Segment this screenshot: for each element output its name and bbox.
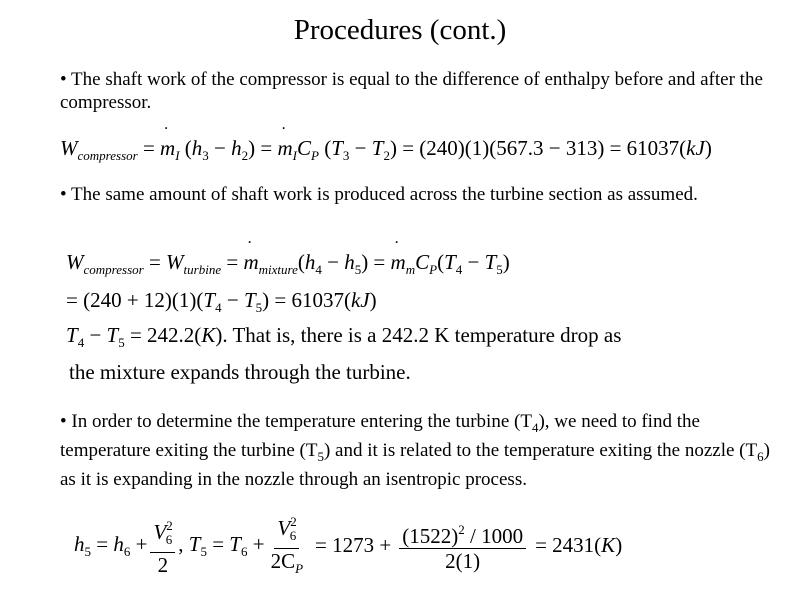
eq3-h6: h [113,531,124,556]
eq1-t2-sub: 2 [383,148,390,163]
eq1-t3-sub: 3 [342,148,350,163]
bullet-compressor-work: • The shaft work of the compressor is equal to the difference of enthalpy before and after the compressor. [60,69,763,113]
eq1-w-sub: compressor [77,148,138,163]
equation-nozzle-enthalpy: $h_5 = h_6$ + $\frac{V^2_6}{2}$ , $T_5 = T_6$ + $\frac{V^2_6}{2C_P}$ = 1273 + $\frac{(1522)^2 / 1000}{2(1)}$ = 2431(K) [74,511,622,580]
eq1-numeric: = (240)(1)(567.3 − 313) = 61037( [402,136,687,160]
eq2-h5-sub: 5 [354,262,362,277]
eq2-line2-end: ) = 61037( [262,288,351,312]
eq3-num3-rest: / 1000 [464,524,524,548]
slide-title: Procedures (cont.) [293,14,507,46]
eq3-t5-sub: 5 [200,543,207,559]
bullet3-sub3: 6 [757,449,764,464]
eq1-t3: T [331,136,343,160]
eq1-w: W [60,136,78,160]
eq3-v6: V [153,520,167,544]
eq2-line3-val: = 242.2( [129,323,202,347]
eq3-h5: h [74,531,85,556]
bullet3-sub2: 5 [317,449,324,464]
eq1-close: ) [704,136,712,160]
eq2-mm-sub: m [405,262,416,277]
eq3-den1: 2 [157,553,169,577]
eq2-t4-sub: 4 [455,262,463,277]
eq3-den2: 2C [270,549,296,573]
equation-turbine-work-line1: $W_{compressor} = W_{turbine}$ = ˙ $m_{mixture}(h_4 - h_5)$ = ˙ $m_mC_P(T_4 - T_5)$ [66,250,510,278]
temperature-drop-continuation: the mixture expands through the turbine. [69,360,411,384]
eq1-t2: T [371,136,384,160]
eq1-h3-sub: 3 [202,148,209,163]
eq2-h4-sub: 4 [315,262,322,277]
bullet3-part2: ), we need to find the temperature exiting the turbine (T [60,411,700,461]
eq2-w-sub: compressor [83,262,144,277]
eq1-h3: h [191,136,203,160]
eq2-wt-sub: turbine [183,262,222,277]
eq3-fraction-2: $\frac{V^2_6}{2C_P}$ [268,511,306,580]
eq3-fraction-1 [150,515,175,576]
eq3-v6-sup: 2 [166,518,173,533]
eq2-line3-unit: K [201,323,216,347]
eq2-line3-text: ). That is, there is a 242.2 K temperature drop as [215,323,622,347]
eq1-unit: kJ [686,136,705,160]
bullet-turbine-work: • The same amount of shaft work is produced across the turbine section as assumed. [60,184,698,205]
eq3-result: = 2431( [535,533,602,557]
eq3-h5-sub: 5 [84,543,91,559]
eq3-h6-sub: 6 [123,543,131,559]
bullet3-part1: • In order to determine the temperature entering the turbine (T [60,411,532,432]
bullet3-sub1: 4 [531,420,539,435]
bullet-turbine-inlet-temperature [60,410,770,491]
eq1-h2-sub: 2 [241,148,249,163]
eq3-t6-sub: 6 [240,543,248,559]
eq1-cp: C [297,136,312,160]
eq3-val1: = 1273 + [315,533,392,557]
eq3-num3: (1522) [402,524,459,548]
eq1-mdot-2: ˙ m [277,136,292,161]
equation-compressor-work: $W_{compressor}$ = ˙ $m_I$ $(h_3 - h_2)$ = ˙ $m_IC_P$ $(T_3 - T_2) = (240)(1)(567.3 - 313) = 61037(kJ)$ [60,136,712,164]
bullet3-part4: ) as it is expanding in the nozzle through an isentropic process. [60,440,770,490]
eq3-num3-sup: 2 [458,522,465,537]
eq3-fraction-3 [399,519,526,572]
eq2-t5-sub: 5 [496,262,503,277]
equation-turbine-work-line2: = $(240 + 12)(1)(T_4 - T_5) = 61037(kJ)$ [66,288,377,315]
eq3-den2-sub: P [295,561,304,576]
eq2-unit: kJ [350,288,370,312]
eq3-result-unit: K [601,533,616,557]
eq2-m-sub: mixture [258,262,298,277]
eq1-mdot: ˙ m [160,136,175,161]
bullet3-part3: ) and it is related to the temperature exiting the nozzle (T [323,440,758,461]
eq3-v6-sub: 6 [165,532,173,547]
eq1-m-sub: I [175,148,180,163]
eq1-m-sub-2: I [292,148,297,163]
eq1-cp-sub: P [311,148,319,163]
eq3-den3: 2(1) [445,549,481,573]
eq2-line2: = (240 + 12)(1)( [66,288,204,312]
eq2-cp-sub: P [429,262,438,277]
equation-temperature-drop: $T_4 - T_5 = 242.2(K)$. That is, there is a 242.2 K temperature drop as [66,323,622,350]
eq3-result-close: ) [615,533,623,557]
eq1-h2: h [231,136,242,160]
